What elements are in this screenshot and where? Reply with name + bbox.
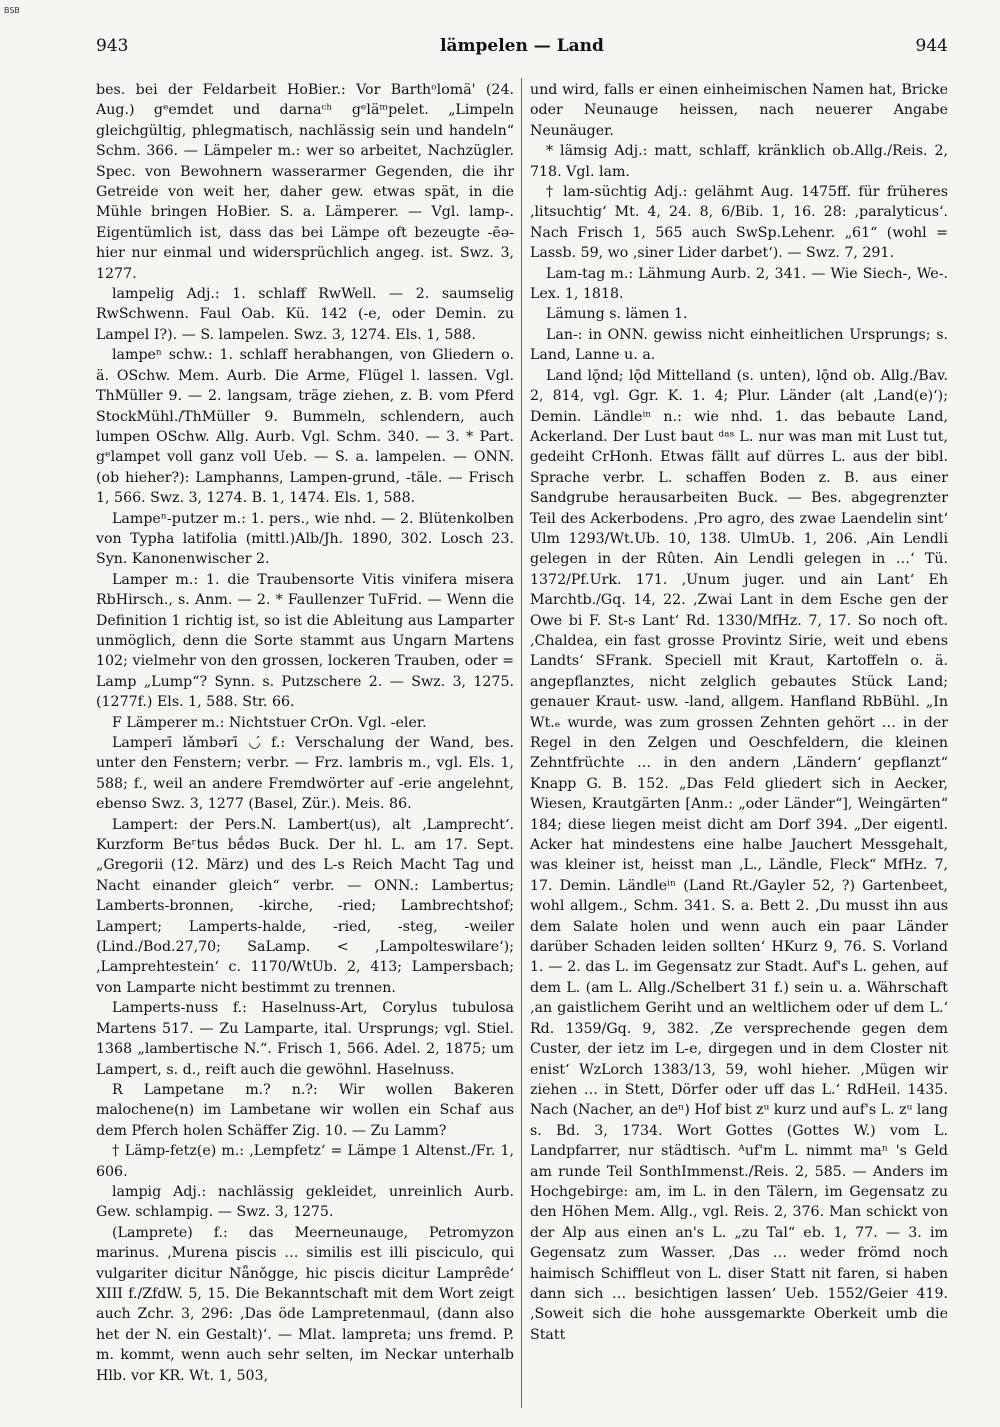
dictionary-entry: Lamperts-nuss f.: Haselnuss-Art, Corylus tubulosa Martens 517. — Zu Lamparte, ital. Ursprungs; vgl. Stiel. 1368 „lambertische N.“. Frisch 1, 566. Adel. 2, 1875; um Lampert, s. d., reift auch die gewöhnl. Haselnuss.: [96, 1000, 514, 1078]
running-title: lämpelen — Land: [440, 36, 604, 56]
dictionary-entry: * lämsig Adj.: matt, schlaff, kränklich ob.Allg./Reis. 2, 718. Vgl. lam.: [530, 143, 948, 180]
dictionary-entry: Lan-: in ONN. gewiss nicht einheitlichen Ursprungs; s. Land, Lanne u. a.: [530, 326, 948, 364]
left-column: [96, 80, 514, 1410]
dictionary-entry: (Lamprete) f.: das Meerneunauge, Petromyzon marinus. ‚Murena piscis … similis est illi pisciculo, qui vulgariter dicitur Nǟnǒgge, hic piscis dicitur Lamprêde‘ XIII f./ZfdW. 5, 15. Die Bekanntschaft mit dem Wort zeigt auch Zchr. 3, 296: ‚Das öde Lampretenmaul, (dann also het der N. ein Gestalt)‘. — Mlat. lampreta; uns fremd. P. m. kommt, wenn auch sehr selten, im Neckar unterhalb Hlb. vor KR. Wt. 1, 503,: [96, 1224, 514, 1384]
dictionary-entry: F Lämperer m.: Nichtstuer CrOn. Vgl. -eler.: [112, 714, 427, 731]
page-number-left: 943: [96, 36, 129, 56]
dictionary-entry: und wird, falls er einen einheimischen Namen hat, Bricke oder Neunauge heissen, nach neuerer Angabe Neunäuger.: [530, 82, 948, 139]
library-mark: BSB: [4, 6, 20, 15]
dictionary-entry: lampeⁿ schw.: 1. schlaff herabhangen, von Gliedern o. ä. OSchw. Mem. Aurb. Die Arme, Flügel l. lassen. Vgl. ThMüller 9. — 2. langsam, träge ziehen, z. B. vom Pferd StockMühl./ThMüller 9. Bummeln, schlendern, auch lumpen OSchw. Allg. Aurb. Vgl. Schm. 340. — 3. * Part. gᵉlampet voll ganz voll Ueb. — S. a. lampelen. — ONN. (ob hieher?): Lamphanns, Lampen-grund, -täle. — Frisch 1, 566. Swz. 3, 1274. B. 1, 1474. Els. 1, 588.: [96, 347, 514, 507]
dictionary-entry: † lam-süchtig Adj.: gelähmt Aug. 1475ff. für früheres ‚litsuchtig‘ Mt. 4, 24. 8, 6/Bib. 1, 16. 28: ‚paralyticus‘. Nach Frisch 1, 565 auch SwSp.Lehenr. „61“ (wohl = Lassb. 59, wo ‚siner Lider darbet‘). — Swz. 7, 291.: [530, 184, 948, 262]
dictionary-entry: lampelig Adj.: 1. schlaff RwWell. — 2. saumselig RwSchwenn. Faul Oab. Kü. 142 (-e, oder Demin. zu Lampel I?). — S. lampelen. Swz. 3, 1274. Els. 1, 588.: [96, 286, 514, 343]
dictionary-entry: R Lampetane m.? n.?: Wir wollen Bakeren malochene(n) im Lambetane wir wollen ein Schaf aus dem Pferch holen Schäffer Zig. 10. — Zu Lamm?: [96, 1081, 514, 1139]
dictionary-entry: † Lämp-fetz(e) m.: ‚Lempfetz‘ = Lämpe 1 Altenst./Fr. 1, 606.: [96, 1143, 514, 1180]
dictionary-entry: Lamper m.: 1. die Traubensorte Vitis vinifera misera RbHirsch., s. Anm. — 2. * Faullenzer TuFrid. — Wenn die Definition 1 richtig ist, so ist die Ableitung aus Lamparter unmöglich, denn die Sorte stammt aus Ungarn Martens 102; vielmehr von den grossen, lockeren Trauben, oder = Lamp „Lump“? Synn. s. Putzschere 2. — Swz. 3, 1275. (1277f.) Els. 1, 588. Str. 66.: [96, 571, 514, 711]
page-number-right: 944: [915, 36, 948, 56]
dictionary-entry: Lampeⁿ-putzer m.: 1. pers., wie nhd. — 2. Blütenkolben von Typha latifolia (mittl.)Alb/Jh. 1890, 302. Losch 23. Syn. Kanonenwischer 2.: [96, 510, 514, 568]
dictionary-entry: Lämung s. lämen 1.: [546, 306, 688, 323]
right-column: [530, 80, 948, 1410]
dictionary-entry: Lam-tag m.: Lähmung Aurb. 2, 341. — Wie Siech-, We-. Lex. 1, 1818.: [530, 265, 948, 303]
dictionary-entry: Lamperī lǎmbərī ◡́ f.: Verschalung der Wand, bes. unter den Fenstern; verbr. — Frz. lambris m., vgl. Els. 1, 588; f., weil an andere Fremdwörter auf -erie angelehnt, ebenso Swz. 3, 1277 (Basel, Zür.). Meis. 86.: [96, 735, 514, 813]
dictionary-entry: lampig Adj.: nachlässig gekleidet, unreinlich Aurb. Gew. schlampig. — Swz. 3, 1275.: [96, 1183, 514, 1221]
page-header: [96, 36, 948, 62]
dictionary-entry: bes. bei der Feldarbeit HoBier.: Vor Barthᵒlomä' (24. Aug.) gᵉemdet und darnaᶜʰ gᵉläᵐpelet. „Limpeln gleichgültig, phlegmatisch, nachlässig sein und handeln“ Schm. 366. — Lämpeler m.: wer so arbeitet, Nachzügler. Spec. von Bewohnern wasserarmer Gegenden, die ihr Getreide von weit her, daher gew. etwas spät, in die Mühle bringen HoBier. S. a. Lämperer. — Vgl. lamp-. Eigentümlich ist, dass das bei Lämpe oft bezeugte -ēə- hier nur einmal und widersprüchlich angeg. ist. Swz. 3, 1277.: [96, 82, 514, 282]
dictionary-entry: Land lǭnd; lǭd Mittelland (s. unten), lǭnd ob. Allg./Bav. 2, 814, vgl. Ggr. K. 1. 4; Plur. Länder (alt ‚Land(e)‘); Demin. Ländleⁱⁿ n.: wie nhd. 1. das bebaute Land, Ackerland. Der Lust baut ᵈᵃˢ L. nur was man mit Lust tut, gedeiht CrHonh. Etwas fällt auf dürres L. aus der bibl. Sprache verbr. L. schaffen Boden z. B. aus einer Sandgrube herausarbeiten Buck. — Bes. abgegrenzter Teil des Ackerbodens. ‚Pro agro, des zwae Laendelin sint‘ Ulm 1293/Wt.Ub. 10, 138. UlmUb. 1, 206. ‚Ain Lendli gelegen in der Rûten. Ain Lendli gelegen in …‘ Tü. 1372/Pf.Urk. 171. ‚Unum juger. und ain Lant‘ Eh Marchtb./Gq. 14, 22. ‚Zwai Lant in dem Esche gen der Owe bi F. St-s Lant‘ Rd. 1330/MfHz. 7, 17. So noch oft. ‚Chaldea, ein fast grosse Provintz Sirie, weit und ebens Landts‘ SFrank. Speciell mit Kraut, Kartoffeln o. ä. angepflanztes, nicht zelglich gebautes Stück Land; genauer Kraut- usw. -land, allgem. Hanfland RbBühl. „In Wt.ₑ wurde, was zum grossen Zehnten gehört … in der Regel in den Zelgen und Oeschfeldern, die kleinen Zehntfrüchte … in den andern ‚Ländern‘ gepflanzt“ Knapp G. B. 152. „Das Feld gliedert sich in Aecker, Wiesen, Krautgärten [Anm.: „oder Länder“], Weingärten“ 184; diese liegen meist dicht am Dorf 394. „Der eigentl. Acker hat mindestens eine halbe Jauchert Messgehalt, was kleiner ist, heisst man ‚L., Ländle, Fleck“ MfHz. 7, 17. Demin. Ländleⁱⁿ (Land Rt./Gayler 52, ?) Gartenbeet, wohl allgem., Schm. 341. S. a. Bett 2. ‚Du musst ihn aus dem Salate holen und wenn auch ein paar Länder darüber Schaden leiden sollten‘ HKurz 9, 76. S. Vorland 1. — 2. das L. im Gegensatz zur Stadt. Auf's L. gehen, auf dem L. (am L. Allg./Schelbert 31 f.) sein u. a. Währschaft ‚an gaistlichem Geriht und an weltlichem oder uf dem L.‘ Rd. 1359/Gq. 9, 382. ‚Ze versprechende gegen dem Custer, der ietz im L-e, dirgegen und in dem Closter nit enist‘ WzLorch 1383/13, 59, wohl hieher. ‚Mügen wir ziehen … in Stett, Dörfer oder uff das L.‘ RdHeil. 1435. Nach (Nacher, an deⁿ) Hof bist zᵘ kurz und auf's L. zᵘ lang s. Bd. 3, 1734. Wort Gottes (Gottes W.) vom L. Landpfarrer, nur städtisch. ᴬuf'm L. nimmt maⁿ 's Geld am runde Teil SonthImmenst./Reis. 2, 585. — Anders im Hochgebirge: am, im L. in den Tälern, im Gegensatz zu den Höhen Mem. Allg., vgl. Reis. 2, 376. Man schickt von der Alp aus einen an's L. „zu Tal“ eb. 1, 77. — 3. im Gegensatz zum Wasser. ‚Das … weder frömd noch haimisch Schiffleut von L. diser Statt nit faren, si haben dann sich … besichtigen lassen‘ Ueb. 1552/Geier 419. ‚Soweit sich die hohe aussgemarkte Oberkeit umb die Statt: [530, 367, 948, 1343]
column-divider: [521, 78, 522, 1408]
dictionary-entry: Lampert: der Pers.N. Lambert(us), alt ‚Lamprecht‘. Kurzform Beʳtus bḗdəs Buck. Der hl. L. am 17. Sept. „Gregorii (12. März) und des L-s Reich Macht Tag und Nacht einander gleich“ verbr. — ONN.: Lambertus; Lamberts-bronnen, -kirche, -ried; Lambrechtshof; Lampert; Lamperts-halde, -ried, -steg, -weiler (Lind./Bod.27,70; SaLamp. < ‚Lampolteswilare‘); ‚Lamprehtestein‘ c. 1170/WtUb. 2, 413; Lampersbach; von Lamparte nicht bestimmt zu trennen.: [96, 816, 514, 996]
